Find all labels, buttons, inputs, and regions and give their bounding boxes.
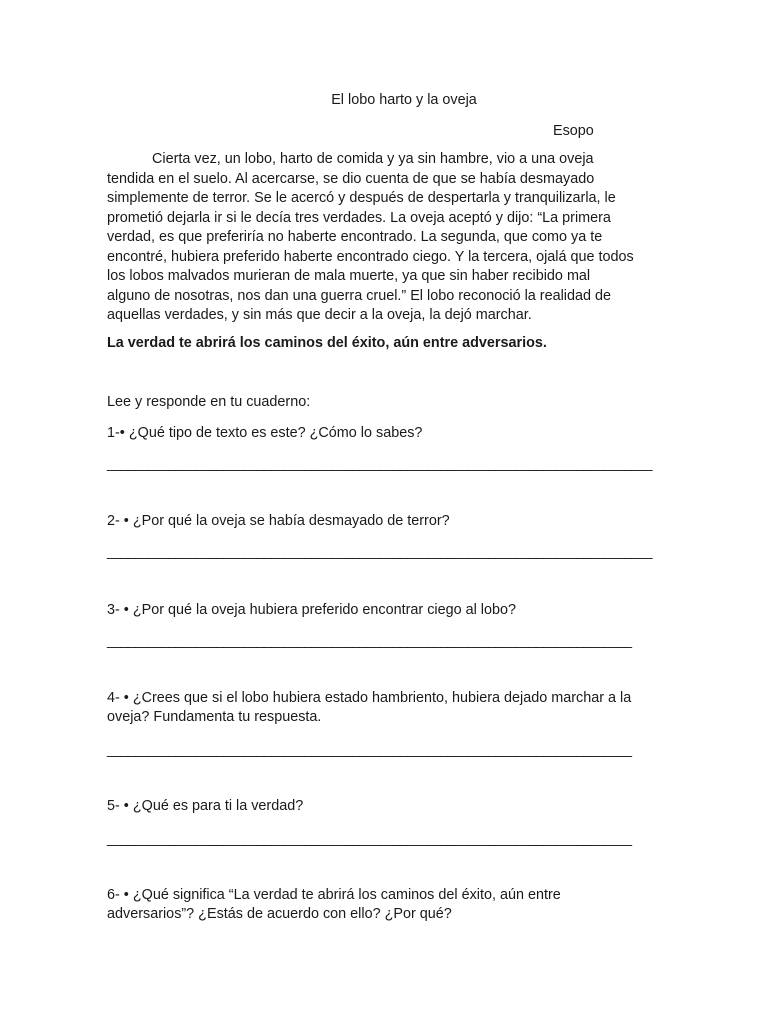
paragraph-line: Cierta vez, un lobo, harto de comida y ya sin hambre, vio a una oveja bbox=[152, 151, 594, 167]
paragraph-line: simplemente de terror. Se le acercó y después de despertarla y tranquilizarla, le bbox=[107, 190, 616, 206]
story-paragraph bbox=[107, 150, 663, 326]
answer-line-3: _____________________________________________________________________________ bbox=[107, 633, 631, 649]
paragraph-line: verdad, es que preferiría no haberte encontrado. La segunda, que como ya te bbox=[107, 229, 603, 245]
answer-line-4: _____________________________________________________________________________ bbox=[107, 742, 631, 758]
question-6-line-1: 6- • ¿Qué significa “La verdad te abrirá los caminos del éxito, aún entre bbox=[107, 887, 561, 903]
question-4-line-2: oveja? Fundamenta tu respuesta. bbox=[107, 709, 322, 725]
question-6-line-2: adversarios”? ¿Estás de acuerdo con ello? ¿Por qué? bbox=[107, 906, 452, 922]
instructions: Lee y responde en tu cuaderno: bbox=[107, 394, 311, 410]
moral-statement: La verdad te abrirá los caminos del éxito, aún entre adversarios. bbox=[107, 335, 547, 351]
question-5: 5- • ¿Qué es para ti la verdad? bbox=[107, 798, 304, 814]
paragraph-line: los lobos malvados murieran de mala muerte, ya que sin haber recibido mal bbox=[107, 268, 591, 284]
question-1: 1-• ¿Qué tipo de texto es este? ¿Cómo lo sabes? bbox=[107, 425, 423, 441]
question-2: 2- • ¿Por qué la oveja se había desmayado de terror? bbox=[107, 513, 450, 529]
paragraph-line: aquellas verdades, y sin más que decir a la oveja, la dejó marchar. bbox=[107, 307, 532, 323]
question-4-line-1: 4- • ¿Crees que si el lobo hubiera estado hambriento, hubiera dejado marchar a la bbox=[107, 690, 632, 706]
paragraph-line: encontré, hubiera preferido haberte encontrado ciego. Y la tercera, ojalá que todos bbox=[107, 248, 634, 265]
paragraph-line: alguno de nosotras, nos dan una guerra cruel.” El lobo reconoció la realidad de bbox=[107, 287, 612, 304]
answer-line-5: _____________________________________________________________________________ bbox=[107, 831, 631, 847]
document-author: Esopo bbox=[553, 123, 594, 139]
answer-line-2: ________________________________________________________________________________ bbox=[107, 544, 652, 560]
answer-line-1: ________________________________________________________________________________ bbox=[107, 456, 652, 472]
paragraph-line: prometió dejarla ir si le decía tres verdades. La oveja aceptó y dijo: “La primera bbox=[107, 209, 611, 226]
question-3: 3- • ¿Por qué la oveja hubiera preferido encontrar ciego al lobo? bbox=[107, 602, 517, 618]
document-title: El lobo harto y la oveja bbox=[331, 92, 477, 108]
paragraph-line: tendida en el suelo. Al acercarse, se dio cuenta de que se había desmayado bbox=[107, 170, 595, 187]
